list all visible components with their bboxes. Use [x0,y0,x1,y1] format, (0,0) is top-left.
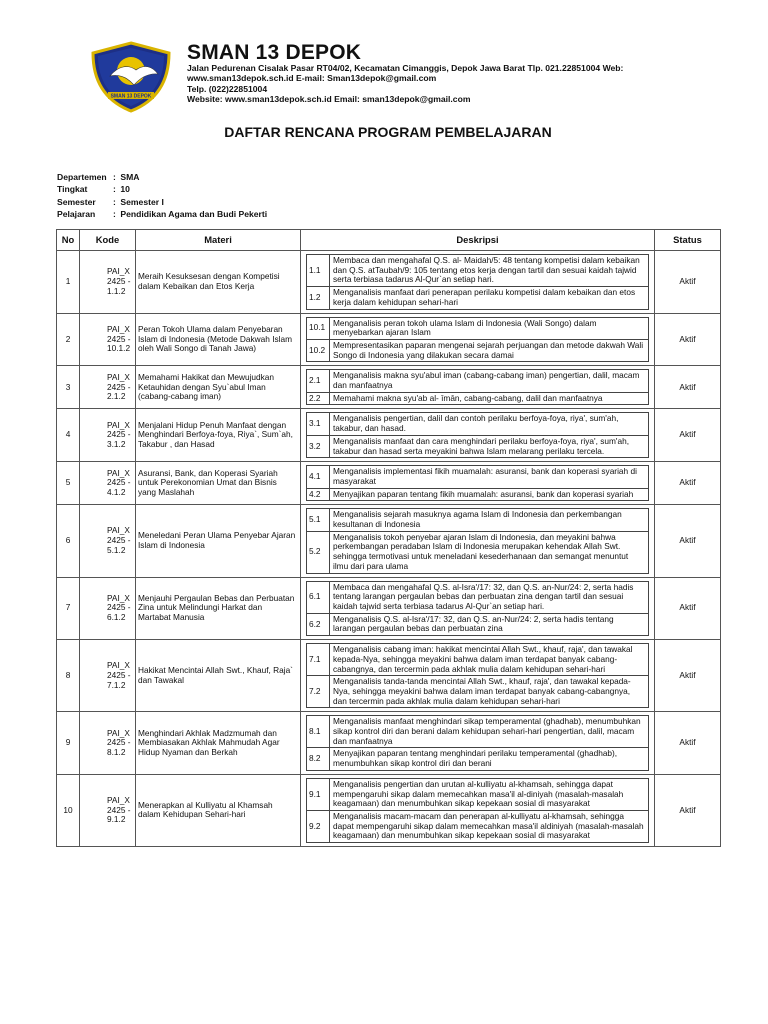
row-code [80,505,136,577]
row-materi: Meraih Kesuksesan dengan Kompetisi dalam Kebaikan dan Etos Kerja [136,251,301,314]
description-item [307,810,649,842]
row-code [80,251,136,314]
description-number: 5.1 [307,509,330,531]
program-table [56,229,721,847]
meta-separator: : [113,196,116,207]
description-number: 8.2 [307,748,330,770]
description-item [307,317,649,339]
row-materi: Memahami Hakikat dan Mewujudkan Ketauhidan dengan Syu`abul Iman (cabang-cabang iman) [136,366,301,409]
code-line: 2425 - [107,333,131,344]
code-line: 6.1.2 [107,612,126,623]
description-list [306,317,649,363]
description-text: Menganalisis implementasi fikih muamalah: asuransi, bank dan koperasi syariah di masyarakat [330,466,649,488]
description-number: 10.2 [307,339,330,361]
code-line: 2425 - [107,477,131,488]
code-line: 9.1.2 [107,814,126,825]
row-deskripsi [301,505,655,577]
code-line: 1.1.2 [107,285,126,296]
code-line: 8.1.2 [107,746,126,757]
description-text: Membaca dan mengahafal Q.S. al- Maidah/5: 48 tentang kompetisi dalam kebaikan dan Q.S. atTaubah/9: 105 tentang etos kerja dengan tartil dan sesuai kaidah tajwid serta terbiasa tadarus Al-Qur`an setiap hari. [330,255,649,287]
description-number: 6.2 [307,613,330,635]
description-item [307,339,649,361]
row-materi: Menjauhi Pergaulan Bebas dan Perbuatan Zina untuk Melindungi Harkat dan Martabat Manusia [136,577,301,640]
description-text: Menganalisis peran tokoh ulama Islam di Indonesia (Wali Songo) dalam menyebarkan ajaran Islam [330,317,649,339]
status-badge: Aktif [655,366,721,409]
code-line: PAI_X [107,266,130,277]
description-number: 9.1 [307,778,330,810]
description-text: Menganalisis manfaat dari penerapan perilaku kompetisi dalam kebaikan dan etos kerja dalam kehidupan sehari-hari [330,287,649,309]
description-item [307,435,649,457]
row-deskripsi [301,409,655,462]
description-text: Menganalisis manfaat dan cara menghindari perilaku berfoya-foya, riya', sum'ah, takabur dan hasad serta meyakini bahwa Islam melarang perilaku tercela. [330,435,649,457]
description-item [307,676,649,708]
row-number: 1 [57,251,80,314]
description-list [306,778,649,843]
description-number: 7.1 [307,644,330,676]
description-text: Menyajikan paparan tentang fikih muamalah: asuransi, bank dan koperasi syariah [330,488,649,501]
description-text: Menganalisis pengertian dan urutan al-kulliyatu al-khamsah, sehingga dapat mempengaruhi sikap dalam memecahkan masa'il al-diniyah (masalah-masalah keagamaan) dan menumbuhkan sikap kepekaan sosial di masyarakat [330,778,649,810]
description-list [306,412,649,458]
table-row [57,313,721,366]
code-line: PAI_X [107,323,130,334]
code-line: 7.1.2 [107,679,126,690]
description-item [307,748,649,770]
row-deskripsi [301,251,655,314]
table-row [57,577,721,640]
row-number: 2 [57,313,80,366]
description-number: 1.1 [307,255,330,287]
document-meta [57,171,267,221]
description-text: Menganalisis sejarah masuknya agama Islam di Indonesia dan perkembangan kesultanan di Indonesia [330,509,649,531]
description-item [307,287,649,309]
row-deskripsi [301,366,655,409]
code-line: PAI_X [107,660,130,671]
code-line: PAI_X [107,419,130,430]
row-code [80,640,136,712]
code-line: 2425 - [107,275,131,286]
address-line: www.sman13depok.sch.id E-mail: Sman13depok@gmail.com [187,73,437,84]
row-number: 7 [57,577,80,640]
status-badge: Aktif [655,462,721,505]
meta-label: Semester [57,196,96,207]
header-deskripsi: Deskripsi [301,230,655,251]
meta-separator: : [113,209,116,220]
status-badge: Aktif [655,712,721,775]
code-line: 2425 - [107,804,131,815]
table-row [57,366,721,409]
description-text: Menganalisis tokoh penyebar ajaran Islam di Indonesia, dan meyakini bahwa perkembangan peradaban Islam di Indonesia merupakan kehendak Allah Swt. sehingga termotivasi untuk meneladani kesederhanaan dan semangat menuntut ilmu dari para ulama [330,531,649,573]
row-deskripsi [301,640,655,712]
meta-value: Semester I [120,196,164,207]
row-deskripsi [301,313,655,366]
description-text: Menganalisis makna syu'abul iman (cabang-cabang iman) pengertian, dalil, macam dan manfaatnya [330,370,649,392]
description-number: 5.2 [307,531,330,573]
description-number: 10.1 [307,317,330,339]
status-badge: Aktif [655,774,721,846]
status-badge: Aktif [655,409,721,462]
row-materi: Menjalani Hidup Penuh Manfaat dengan Menghindari Berfoya-foya, Riya`, Sum`ah, Takabur , dan Hasad [136,409,301,462]
row-materi: Asuransi, Bank, dan Koperasi Syariah untuk Perekonomian Umat dan Bisnis yang Maslahah [136,462,301,505]
code-line: 4.1.2 [107,487,126,498]
description-item [307,613,649,635]
school-logo-icon [88,40,174,114]
address-line: Telp. (022)22851004 [187,83,268,94]
table-row [57,505,721,577]
description-number: 4.2 [307,488,330,501]
description-number: 7.2 [307,676,330,708]
meta-value: 10 [120,184,130,195]
description-text: Memahami makna syu'ab al- īmān, cabang-cabang, dalil dan manfaatnya [330,392,649,405]
table-row [57,409,721,462]
code-line: 10.1.2 [107,343,131,354]
table-row [57,712,721,775]
code-line: 2.1.2 [107,391,126,402]
document-title: DAFTAR RENCANA PROGRAM PEMBELAJARAN [224,124,552,140]
description-number: 6.1 [307,581,330,613]
description-number: 3.2 [307,435,330,457]
row-number: 8 [57,640,80,712]
row-number: 9 [57,712,80,775]
meta-row [57,196,267,208]
description-list [306,508,649,573]
row-code [80,712,136,775]
description-text: Menyajikan paparan tentang menghindari perilaku temperamental (ghadhab), menumbuhkan sikap kontrol diri dan berani [330,748,649,770]
code-line: PAI_X [107,794,130,805]
row-number: 5 [57,462,80,505]
row-code [80,577,136,640]
description-item [307,644,649,676]
address-line: Website: www.sman13depok.sch.id Email: sman13depok@gmail.com [187,93,471,104]
row-code [80,409,136,462]
meta-separator: : [113,184,116,195]
description-text: Menganalisis macam-macam dan penerapan al-kulliyatu al-khamsah, sehingga dapat mempengaruhi sikap dalam memecahkan masa'il aldiniyah (masalah-masalah keagamaan) dan menumbuhkan sikap kepekaan sosial di masyarakat [330,810,649,842]
description-item [307,392,649,405]
description-item [307,581,649,613]
code-line: 2425 - [107,669,131,680]
code-line: 2425 - [107,535,131,546]
description-text: Membaca dan mengahafal Q.S. al-Isra'/17: 32, dan Q.S. an-Nur/24: 2, serta hadis tentang larangan pergaulan bebas dan perbuatan zina dengan tartil dan sesuai kaidah tajwid serta terbiasa tadarus Al-Qur`an setiap hari. [330,581,649,613]
meta-label: Departemen [57,172,107,182]
description-item [307,370,649,392]
description-list [306,581,649,637]
meta-row [57,208,267,220]
description-number: 1.2 [307,287,330,309]
meta-separator: : [113,172,116,182]
description-text: Menganalisis pengertian, dalil dan contoh perilaku berfoya-foya, riya', sum'ah, takabur, dan hasad. [330,413,649,435]
meta-row [57,171,267,183]
description-list [306,369,649,405]
description-item [307,509,649,531]
code-line: 5.1.2 [107,544,126,555]
school-address [187,63,707,104]
row-deskripsi [301,774,655,846]
header-kode: Kode [80,230,136,251]
description-number: 9.2 [307,810,330,842]
status-badge: Aktif [655,640,721,712]
description-number: 2.2 [307,392,330,405]
description-item [307,488,649,501]
row-materi: Menerapkan al Kulliyatu al Khamsah dalam Kehidupan Sehari-hari [136,774,301,846]
description-number: 8.1 [307,716,330,748]
meta-value: Pendidikan Agama dan Budi Pekerti [120,209,268,220]
row-materi: Peran Tokoh Ulama dalam Penyebaran Islam di Indonesia (Metode Dakwah Islam oleh Wali Songo di Tanah Jawa) [136,313,301,366]
description-list [306,465,649,501]
description-text: Mempresentasikan paparan mengenai sejarah perjuangan dan metode dakwah Wali Songo di Indonesia yang dilakukan secara damai [330,339,649,361]
code-line: PAI_X [107,525,130,536]
code-line: PAI_X [107,592,130,603]
row-code [80,366,136,409]
description-item [307,413,649,435]
row-materi: Meneledani Peran Ulama Penyebar Ajaran Islam di Indonesia [136,505,301,577]
description-item [307,466,649,488]
description-item [307,531,649,573]
table-row [57,251,721,314]
description-number: 3.1 [307,413,330,435]
row-code [80,462,136,505]
code-line: PAI_X [107,371,130,382]
table-row [57,640,721,712]
description-text: Menganalisis cabang iman: hakikat mencintai Allah Swt., khauf, raja', dan tawakal kepada-Nya, sehingga meyakini bahwa dalam iman terdapat banyak cabang-cabangnya, dan tercermin pada akhlak mulia dalam kehidupan sehari-hari [330,644,649,676]
code-line: 2425 - [107,602,131,613]
description-item [307,255,649,287]
row-deskripsi [301,462,655,505]
meta-row [57,183,267,195]
row-code [80,774,136,846]
status-badge: Aktif [655,313,721,366]
header-status: Status [655,230,721,251]
code-line: PAI_X [107,467,130,478]
description-item [307,778,649,810]
row-number: 10 [57,774,80,846]
logo-lettering: SMAN 13 DEPOK [110,93,152,100]
description-text: Menganalisis tanda-tanda mencintai Allah Swt., khauf, raja', dan tawakal kepada-Nya, sehingga meyakini bahwa dalam iman terdapat banyak cabang-cabangnya, dan tercermin pada akhlak mulia dalam kehidupan sehari-hari [330,676,649,708]
code-line: 2425 - [107,429,131,440]
table-row [57,462,721,505]
description-text: Menganalisis manfaat menghindari sikap temperamental (ghadhab), menumbuhkan sikap kontrol diri dan berani dalam kehidupan sehari-hari pengertian, dalil, macam dan manfaatnya [330,716,649,748]
status-badge: Aktif [655,505,721,577]
description-list [306,715,649,771]
row-number: 3 [57,366,80,409]
code-line: PAI_X [107,727,130,738]
description-number: 2.1 [307,370,330,392]
row-deskripsi [301,712,655,775]
code-line: 2425 - [107,381,131,392]
description-list [306,643,649,708]
meta-label: Pelajaran [57,209,96,220]
status-badge: Aktif [655,251,721,314]
description-item [307,716,649,748]
status-badge: Aktif [655,577,721,640]
row-materi: Menghindari Akhlak Madzmumah dan Membiasakan Akhlak Mahmudah Agar Hidup Nyaman dan Berkah [136,712,301,775]
description-number: 4.1 [307,466,330,488]
row-deskripsi [301,577,655,640]
code-line: 2425 - [107,737,131,748]
row-number: 6 [57,505,80,577]
header-no: No [57,230,80,251]
description-list [306,254,649,310]
row-code [80,313,136,366]
table-row [57,774,721,846]
code-line: 3.1.2 [107,439,126,450]
school-name: SMAN 13 DEPOK [187,41,362,64]
meta-label: Tingkat [57,184,88,195]
row-number: 4 [57,409,80,462]
row-materi: Hakikat Mencintai Allah Swt., Khauf, Raja` dan Tawakal [136,640,301,712]
address-line: Jalan Pedurenan Cisalak Pasar RT04/02, Kecamatan Cimanggis, Depok Jawa Barat Tlp. 021.22851004 Web: [187,63,624,73]
header-materi: Materi [136,230,301,251]
table-header-row [57,230,721,251]
meta-value: SMA [120,172,140,182]
description-text: Menganalisis Q.S. al-Isra'/17: 32, dan Q.S. an-Nur/24: 2, serta hadis tentang larangan pergaulan bebas dan perbuatan zina [330,613,649,635]
